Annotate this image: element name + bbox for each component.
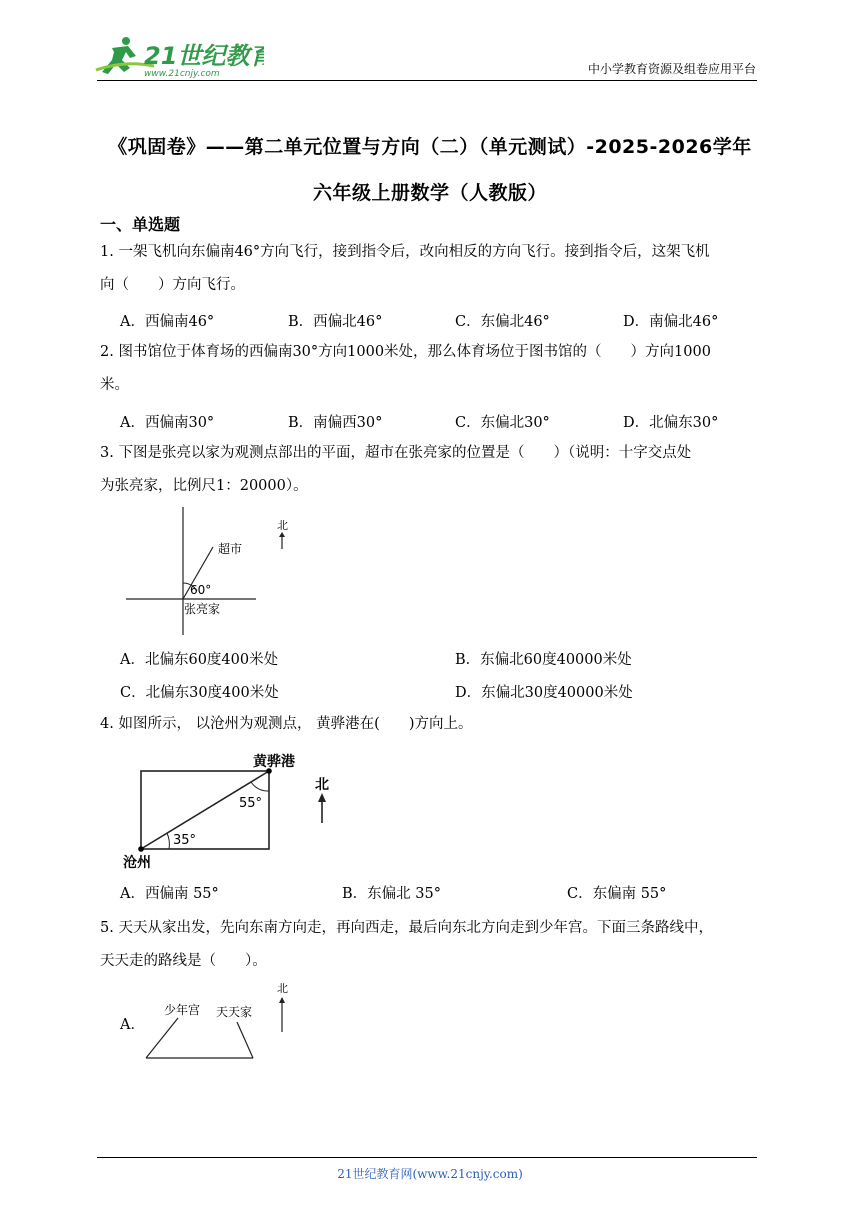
q5-route-left: [146, 1018, 178, 1058]
q2-option-a[interactable]: A．西偏南30°: [120, 415, 215, 431]
q5-north-label: 北: [277, 982, 288, 995]
q1-option-b[interactable]: B．西偏北46°: [288, 314, 383, 330]
question-5: [100, 912, 765, 978]
question-2: [100, 336, 765, 402]
q4-port-label: 黄骅港: [253, 754, 295, 770]
q3-angle-label: 60°: [190, 583, 212, 597]
q4-north-label: 北: [315, 777, 329, 793]
question-2-line2: 米。: [100, 377, 129, 393]
q3-supermarket-label: 超市: [218, 542, 243, 556]
question-3-line1: 3. 下图是张亮以家为观测点部出的平面，超市在张亮家的位置是（ ）（说明：十字交点处: [100, 445, 692, 461]
question-4-line1: 4. 如图所示， 以沧州为观测点， 黄骅港在( )方向上。: [100, 716, 473, 732]
question-2-line1: 2. 图书馆位于体育场的西偏南30°方向1000米处，那么体育场位于图书馆的（ ）方向1000: [100, 344, 711, 360]
q4-angle-bottom-label: 35°: [173, 833, 197, 848]
question-5-line1: 5. 天天从家出发，先向东南方向走，再向西走，最后向东北方向走到少年宫。下面三条路线中，: [100, 920, 713, 936]
header-divider: [97, 80, 757, 81]
q5-home-label: 天天家: [216, 1005, 253, 1019]
q4-option-b[interactable]: B．东偏北 35°: [342, 886, 441, 902]
q5-route-right: [237, 1022, 253, 1058]
question-3: [100, 437, 765, 503]
q4-city-dot: [138, 846, 144, 852]
question-1-line2: 向（ ）方向飞行。: [100, 277, 245, 293]
logo-url-text: www.21cnjy.com: [144, 69, 220, 78]
footer-link[interactable]: 21世纪教育网(www.21cnjy.com): [337, 1167, 523, 1181]
q1-option-c[interactable]: C．东偏北46°: [455, 314, 550, 330]
q3-home-label: 张亮家: [184, 602, 221, 616]
question-1-line1: 1. 一架飞机向东偏南46°方向飞行，接到指令后，改向相反的方向飞行。接到指令后，这架飞机: [100, 244, 710, 260]
q4-option-c[interactable]: C．东偏南 55°: [567, 886, 667, 902]
page-title-line1: 《巩固卷》——第二单元位置与方向（二）（单元测试）-2025-2026学年: [108, 136, 752, 158]
logo-figure: [94, 34, 264, 78]
q4-option-a[interactable]: A．西偏南 55°: [120, 886, 219, 902]
q4-figure: [115, 747, 345, 877]
platform-name: 中小学教育资源及组卷应用平台: [587, 62, 756, 76]
footer-divider: [97, 1157, 757, 1158]
q2-option-d[interactable]: D．北偏东30°: [623, 415, 719, 431]
logo: [94, 34, 264, 78]
q3-figure: [120, 505, 300, 637]
q5-option-a-label[interactable]: A．: [120, 1017, 145, 1033]
q5-palace-label: 少年宫: [164, 1003, 201, 1017]
q2-option-c[interactable]: C．东偏北30°: [455, 415, 550, 431]
q5-figure: [140, 978, 300, 1062]
q3-north-label: 北: [277, 519, 288, 532]
question-1: [100, 236, 765, 302]
q1-option-d[interactable]: D．南偏北46°: [623, 314, 719, 330]
question-4: [100, 708, 765, 741]
q3-option-a[interactable]: A．北偏东60度400米处: [120, 652, 279, 668]
q3-option-c[interactable]: C．北偏东30度400米处: [120, 685, 279, 701]
q4-angle-arc-top: [251, 782, 269, 791]
question-5-line2: 天天走的路线是（ ）。: [100, 953, 267, 969]
q3-option-b[interactable]: B．东偏北60度40000米处: [455, 652, 632, 668]
question-3-line2: 为张亮家，比例尺1：20000）。: [100, 478, 308, 494]
logo-main-text: 21世纪教育: [144, 42, 264, 70]
q2-option-b[interactable]: B．南偏西30°: [288, 415, 383, 431]
q4-angle-arc-bottom: [167, 833, 169, 849]
q1-option-a[interactable]: A．西偏南46°: [120, 314, 215, 330]
section-heading: 一、单选题: [100, 215, 181, 234]
q4-angle-top-label: 55°: [239, 796, 263, 811]
page-title-line2: 六年级上册数学（人教版）: [312, 182, 547, 204]
q4-city-label: 沧州: [123, 855, 151, 871]
q3-option-d[interactable]: D．东偏北30度40000米处: [455, 685, 633, 701]
